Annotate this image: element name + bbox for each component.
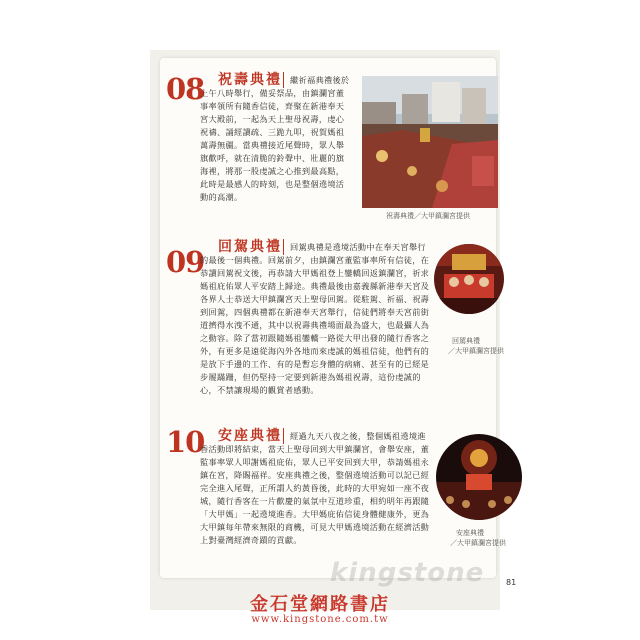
footer-url: www.kingstone.com.tw (251, 614, 389, 625)
photo-enthronement-ceremony (436, 434, 522, 520)
section-number-10: 10 (166, 425, 205, 459)
watermark: kingstone (330, 558, 485, 588)
caption-enthronement-ceremony-2: ／大甲鎮瀾宮提供 (450, 539, 506, 547)
footer-store-name: 金石堂網路書店 (250, 594, 390, 615)
section-body-09: 回駕典禮是遶境活動中在奉天宮舉行的最後一個典禮。回駕前夕，由鎮瀾宮董監事率所有信徒，在恭讀回駕祝文後，再恭請大甲媽祖登上鑾轎回返鎮瀾宮，祈求媽祖庇佑眾人平安踏上歸途。典禮最後由嘉義縣新港奉天宮及各界人士恭送大甲鎮瀾宮天上聖母回駕。從駐駕、祈福、祝壽到回駕，四個典禮都在新港奉天宮舉行，信徒們將奉天宮前街道擠得水洩不通，其中以祝壽典禮場面最為盛大，也最攝人為之動容。除了當初跟隨媽祖鑾轎一路從大甲出發的隨行香客之外，有更多是遠從海內外各地而來虔誠的媽祖信徒，他們有的是放下手邊的工作、有的是暫忘身體的病痛、甚至有的已經是步履蹣跚，但仍堅持一定要到新港為媽祖祝壽，這份虔誠的心，不禁讓現場的觀賞者感動。 (200, 242, 430, 395)
ceremony-photo-icon (434, 244, 504, 314)
section-heading-10: 安座典禮 (218, 428, 282, 444)
caption-enthronement-ceremony-1: 安座典禮 (456, 529, 484, 537)
section-body-08: 繼祈福典禮後於上午八時舉行，備妥祭品，由鎮瀾宮董事率領所有隨香信徒，齊聚在新港奉天宮大殿前，一起為天上聖母祝壽，虔心祝禱、誦經讀疏、三跪九叩，祝賀媽祖萬壽無疆。當典禮接近尾聲時，眾人舉旗歡呼，就在清脆的鈴聲中、壯麗的旗海裡，將那一股虔誠之心推到最高點，此時是最感人的時刻，也是整個遶境活動的高潮。 (200, 75, 350, 202)
caption-return-ceremony-1: 回駕典禮 (452, 337, 480, 345)
photo-birthday-ceremony (362, 76, 498, 208)
night-fireworks-photo-icon (436, 434, 522, 520)
section-heading-08: 祝壽典禮 (218, 72, 282, 88)
section-number-08: 08 (166, 72, 205, 106)
section-heading-09: 回駕典禮 (218, 239, 282, 255)
section-number-09: 09 (166, 245, 205, 279)
page-number: 81 (506, 578, 517, 587)
section-body-10: 經過九天八夜之後，整個媽祖遶境進香活動即將結束，當天上聖母回到大甲鎮瀾宮，會舉安座，董監事率眾人叩謝媽祖庇佑，眾人已平安回到大甲，恭請媽祖永鎮在宮，降賜福祥。安座典禮之後，整個遶境活動可以記已經完全進入尾聲，正所謂人約黃昏後，此時的大甲宛如一座不夜城，隨行香客在一片歡慶的氣氛中互道珍重，相約明年再跟隨「大甲媽」一起遶境進香。大甲媽庇佑信徒身體健康外，更為大甲鎮每年帶來無限的商機，可見大甲媽遶境活動在經濟活動上對臺灣經濟奇蹟的貢獻。 (200, 431, 430, 545)
caption-birthday-ceremony: 祝壽典禮／大甲鎮瀾宮提供 (386, 212, 470, 220)
crowd-photo-icon (362, 76, 498, 208)
caption-return-ceremony-2: ／大甲鎮瀾宮提供 (448, 347, 504, 355)
photo-return-ceremony (434, 244, 504, 314)
